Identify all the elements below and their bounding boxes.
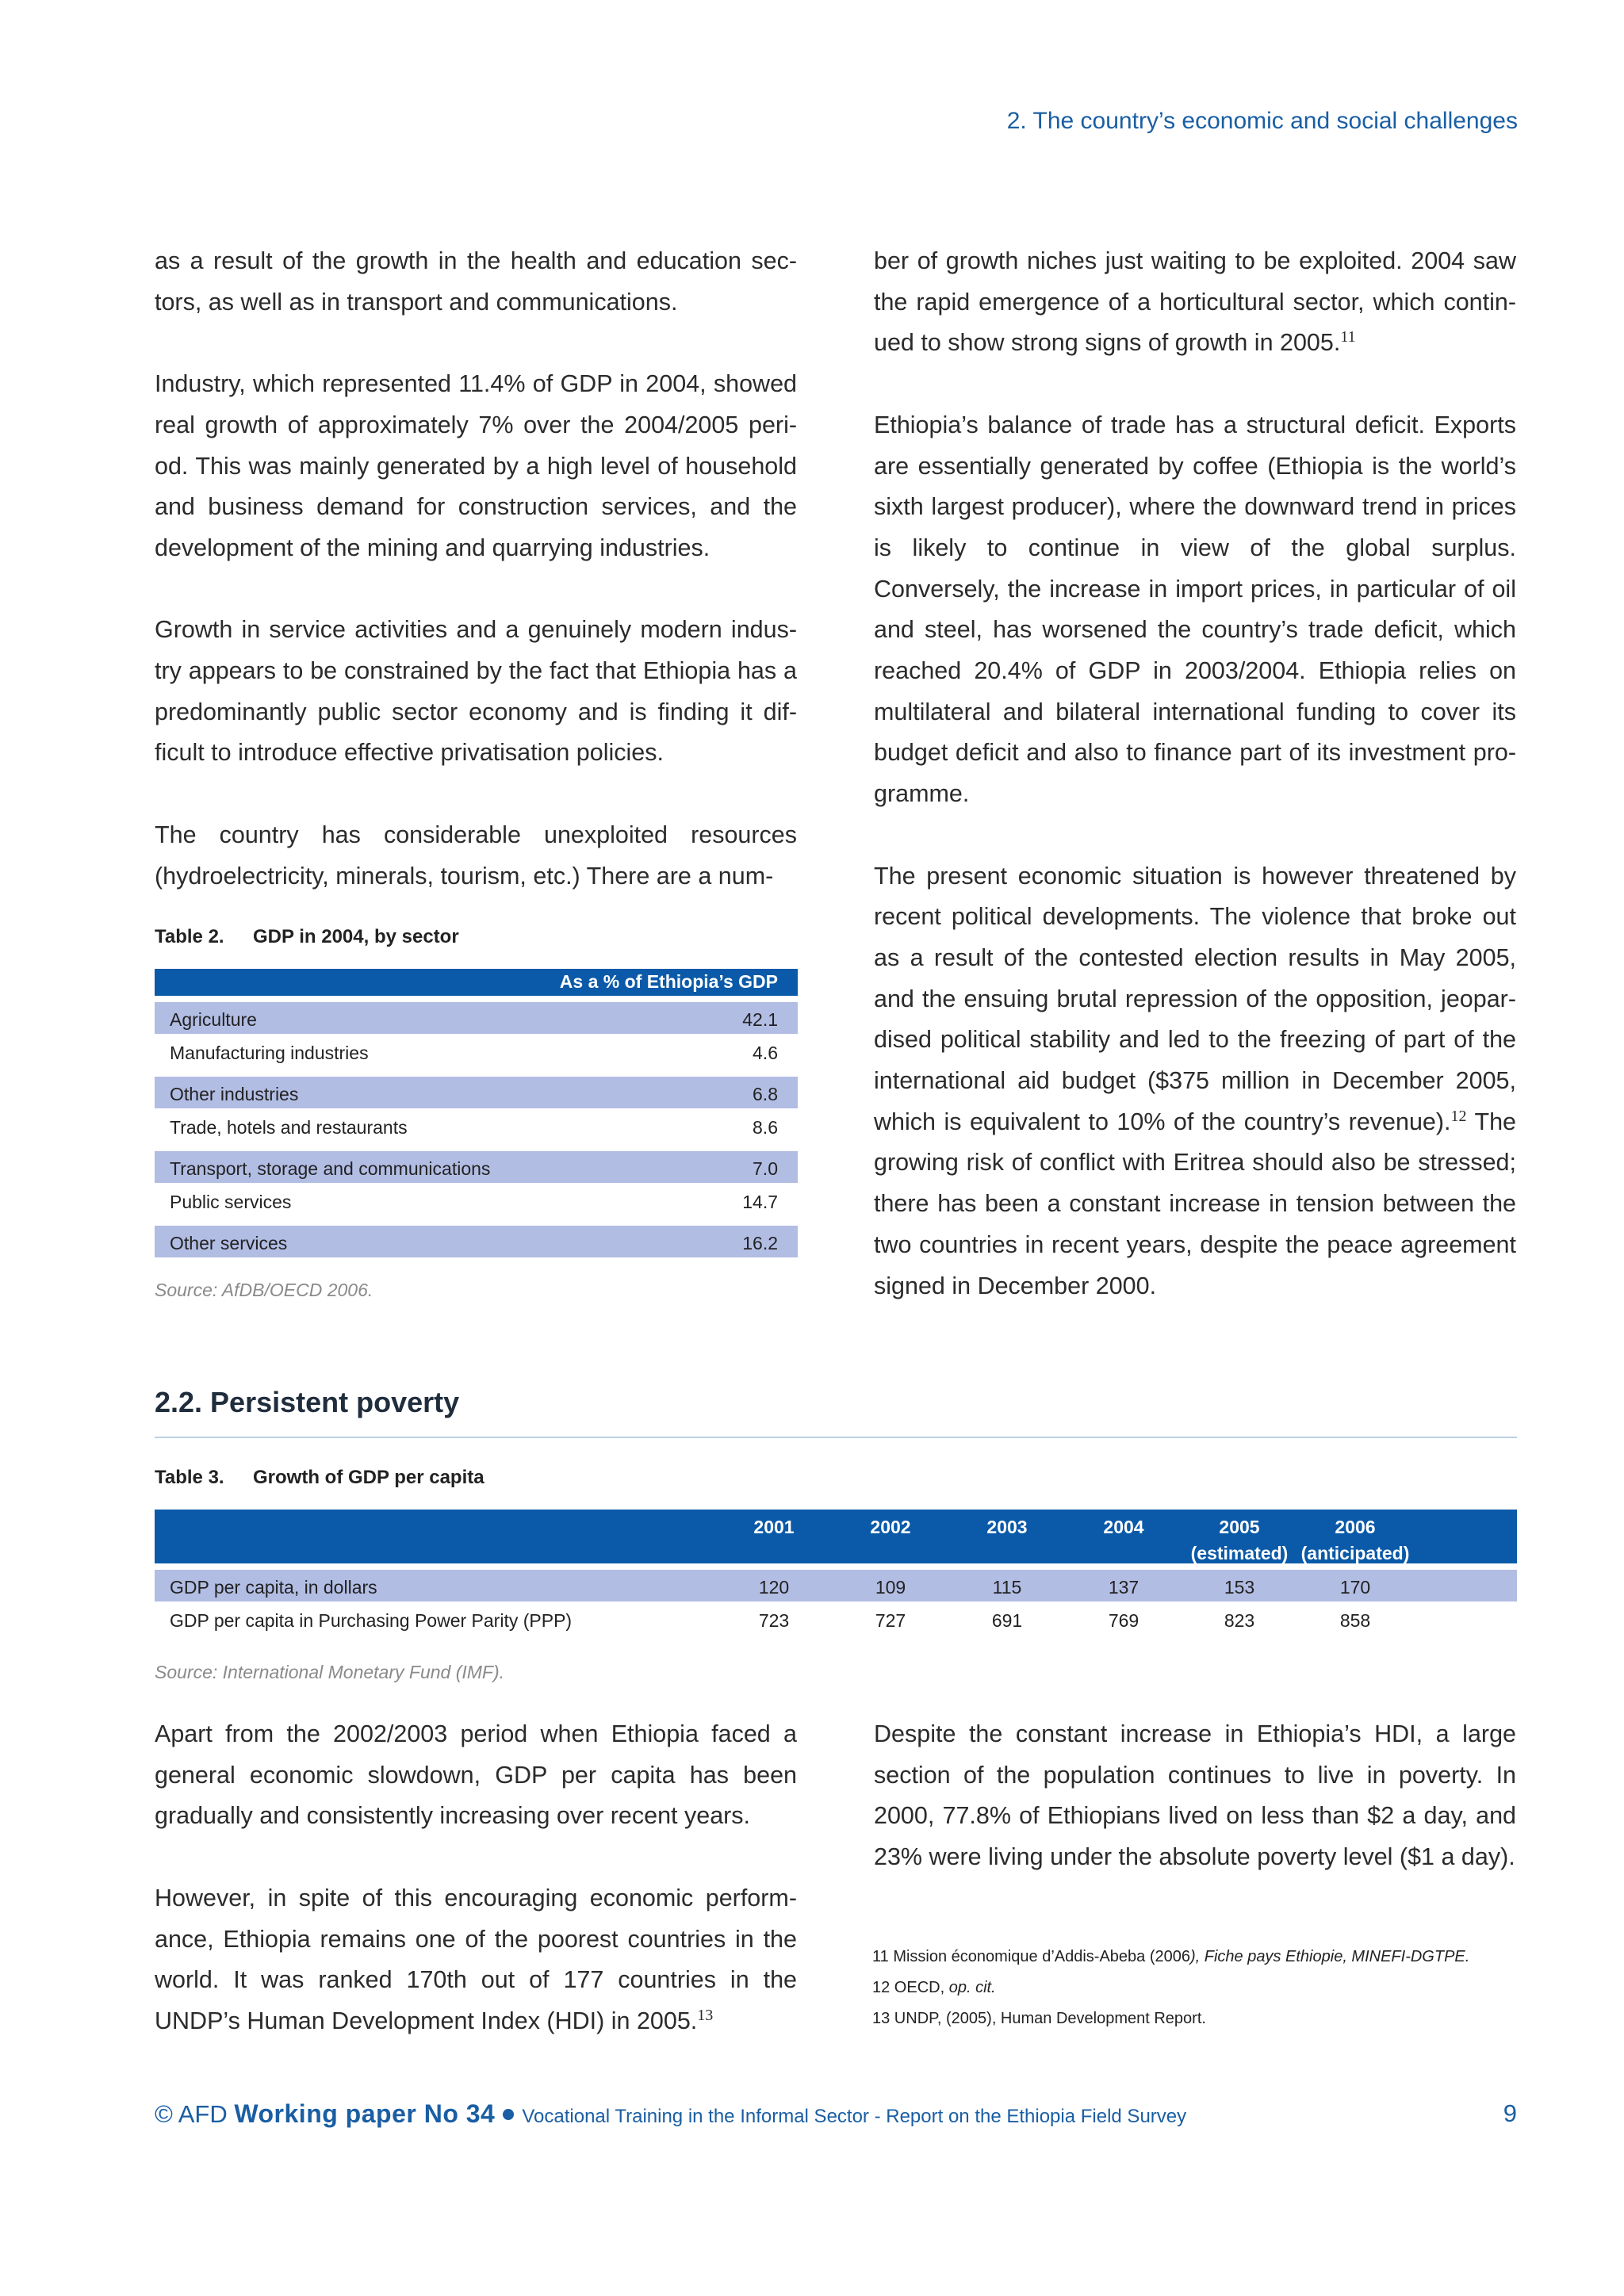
table-cell: 823 <box>1224 1610 1255 1631</box>
page-number: 9 <box>1503 2099 1517 2127</box>
footnotes <box>872 1945 1469 2038</box>
paragraph: Apart from the 2002/2003 period when Ethiopia faced a general economic slowdown, GDP per capita has been gradually and consistently increasing over recent years. <box>155 1720 797 1830</box>
paragraph-text: The growing risk of conflict with Eritrea should also be stressed; there has been a constant increase in tension between the two countries in recent years, despite the peace agreement signed in December 2000. <box>874 1108 1516 1299</box>
table-cell: 858 <box>1339 1610 1371 1631</box>
table-number: Table 3. <box>155 1467 224 1488</box>
table-cell: 723 <box>758 1610 790 1631</box>
paragraph-text: However, in spite of this encouraging economic perform-ance, Ethiopia remains one of the poorest countries in the world. It was ranked 170th out of 177 countries in the UNDP’s Human Development Index (HDI) in 2005. <box>155 1884 797 2034</box>
paragraph: Industry, which represented 11.4% of GDP in 2004, showed real growth of approximately 7% over the 2004/2005 peri-od. This was mainly generated by a high level of household and business demand for construction services, and the development of the mining and quarrying industries. <box>155 370 797 561</box>
row-value: 8.6 <box>753 1117 778 1138</box>
row-value: 42.1 <box>742 1009 778 1030</box>
running-header: 2. The country’s economic and social challenges <box>1006 108 1518 134</box>
footnote-ref[interactable]: 13 <box>697 2006 714 2024</box>
row-value: 16.2 <box>742 1233 778 1253</box>
table-cell: 769 <box>1108 1610 1139 1631</box>
column-header: 2006 (anticipated) <box>1300 1517 1410 1563</box>
row-value: 4.6 <box>753 1043 778 1063</box>
paragraph-text: The present economic situation is however threatened by recent political developments. The violence that broke out as a result of the contested election results in May 2005, and the ensuing brutal repression of the opposition, jeopar-dised political stability and led to the freezing of part of the international aid budget ($375 million in December 2005, which is equivalent to 10% of the country’s revenue). <box>874 862 1516 1135</box>
row-label: Other services <box>170 1233 288 1253</box>
table-row <box>155 1603 1517 1635</box>
section-divider <box>155 1437 1517 1438</box>
table-row <box>155 1184 798 1216</box>
paragraph <box>874 856 1516 1307</box>
table-cell: 109 <box>875 1577 906 1598</box>
row-value: 14.7 <box>742 1192 778 1212</box>
paragraph-text: ber of growth niches just waiting to be exploited. 2004 saw the rapid emergence of a horticultural sector, which contin-ued to show strong signs of growth in 2005. <box>874 247 1516 357</box>
series-title: Working paper No 34 <box>234 2099 496 2128</box>
document-subtitle: Vocational Training in the Informal Sector - Report on the Ethiopia Field Survey <box>522 2106 1187 2127</box>
paragraph <box>874 241 1516 364</box>
copyright: © AFD <box>155 2100 228 2128</box>
column-header: 2002 <box>870 1517 911 1537</box>
table-gdp-per-capita <box>155 1467 1517 1682</box>
table-gdp-by-sector <box>155 926 798 1300</box>
table-header <box>155 1510 1517 1563</box>
table-cell: 137 <box>1108 1577 1139 1598</box>
table-cell: 727 <box>875 1610 906 1631</box>
footnote-13: 13 UNDP, (2005), Human Development Report. <box>872 2010 1206 2027</box>
table-row <box>155 1110 798 1142</box>
body-column-left-lower <box>155 1714 797 2083</box>
column-header: 2005 (estimated) <box>1190 1517 1289 1563</box>
row-value: 6.8 <box>753 1084 778 1104</box>
row-label: Public services <box>170 1192 292 1212</box>
paragraph: Growth in service activities and a genuinely modern indus-try appears to be constrained by the fact that Ethiopia has a predominantly public sector economy and is finding it dif-ficult to introduce effective privatisation policies. <box>155 616 797 767</box>
table-title: Growth of GDP per capita <box>253 1467 485 1488</box>
table-header <box>155 969 798 996</box>
table-cell: 170 <box>1339 1577 1371 1598</box>
paragraph: as a result of the growth in the health and education sec-tors, as well as in transport and communications. <box>155 247 797 316</box>
table-row <box>155 1002 798 1034</box>
column-header: 2001 <box>753 1517 795 1537</box>
bullet-icon <box>503 2109 514 2120</box>
footnote-11: 11 Mission économique d’Addis-Abeba (2006), Fiche pays Ethiopie, MINEFI-DGTPE. <box>872 1948 1470 1965</box>
row-label: GDP per capita in Purchasing Power Parity (PPP) <box>170 1610 573 1631</box>
body-column-left <box>155 241 797 938</box>
column-header: 2004 <box>1103 1517 1144 1537</box>
footnote-ref[interactable]: 12 <box>1450 1107 1467 1125</box>
paragraph: Ethiopia’s balance of trade has a structural deficit. Exports are essentially generated by coffee (Ethiopia is the world’s sixth largest producer), where the downward trend in prices is likely to continue in view of the global surplus. Conversely, the increase in import prices, in particular of oil and steel, has worsened the country’s trade deficit, which reached 20.4% of GDP in 2003/2004. Ethiopia relies on multilateral and bilateral international funding to cover its budget deficit and also to finance part of its investment pro-gramme. <box>874 411 1516 808</box>
body-column-right-lower <box>874 1714 1516 1919</box>
row-label: GDP per capita, in dollars <box>170 1577 377 1598</box>
table-row <box>155 1151 798 1183</box>
footnote-ref[interactable]: 11 <box>1340 328 1356 346</box>
paragraph: The country has considerable unexploited resources (hydroelectricity, minerals, tourism, etc.) There are a num- <box>155 821 797 890</box>
row-label: Transport, storage and communications <box>170 1158 491 1179</box>
column-header: 2003 <box>986 1517 1028 1537</box>
row-label: Other industries <box>170 1084 299 1104</box>
paragraph: Despite the constant increase in Ethiopia’s HDI, a large section of the population continues to live in poverty. In 2000, 77.8% of Ethiopians lived on less than $2 a day, and 23% were living under the absolute poverty level ($1 a day). <box>874 1720 1516 1871</box>
table-cell: 120 <box>758 1577 790 1598</box>
body-column-right <box>874 241 1516 1348</box>
table-cell: 691 <box>991 1610 1023 1631</box>
column-header: As a % of Ethiopia’s GDP <box>559 971 778 992</box>
table-cell: 153 <box>1224 1577 1255 1598</box>
table-row <box>155 1570 1517 1601</box>
table-cell: 115 <box>992 1577 1022 1598</box>
table-source: Source: AfDB/OECD 2006. <box>155 1280 373 1300</box>
table-row <box>155 1226 798 1257</box>
row-label: Trade, hotels and restaurants <box>170 1117 408 1138</box>
table-row <box>155 1077 798 1108</box>
table-caption <box>155 1467 1517 1489</box>
row-label: Agriculture <box>170 1009 257 1030</box>
footnote-12: 12 OECD, op. cit. <box>872 1979 996 1996</box>
table-title: GDP in 2004, by sector <box>253 926 459 947</box>
section-heading: 2.2. Persistent poverty <box>155 1386 460 1418</box>
paragraph <box>155 1878 797 2042</box>
table-source: Source: International Monetary Fund (IMF). <box>155 1662 505 1682</box>
row-label: Manufacturing industries <box>170 1043 369 1063</box>
page-footer <box>155 2099 1186 2129</box>
table-caption <box>155 926 798 948</box>
table-row <box>155 1035 798 1067</box>
table-number: Table 2. <box>155 926 224 947</box>
row-value: 7.0 <box>753 1158 778 1179</box>
